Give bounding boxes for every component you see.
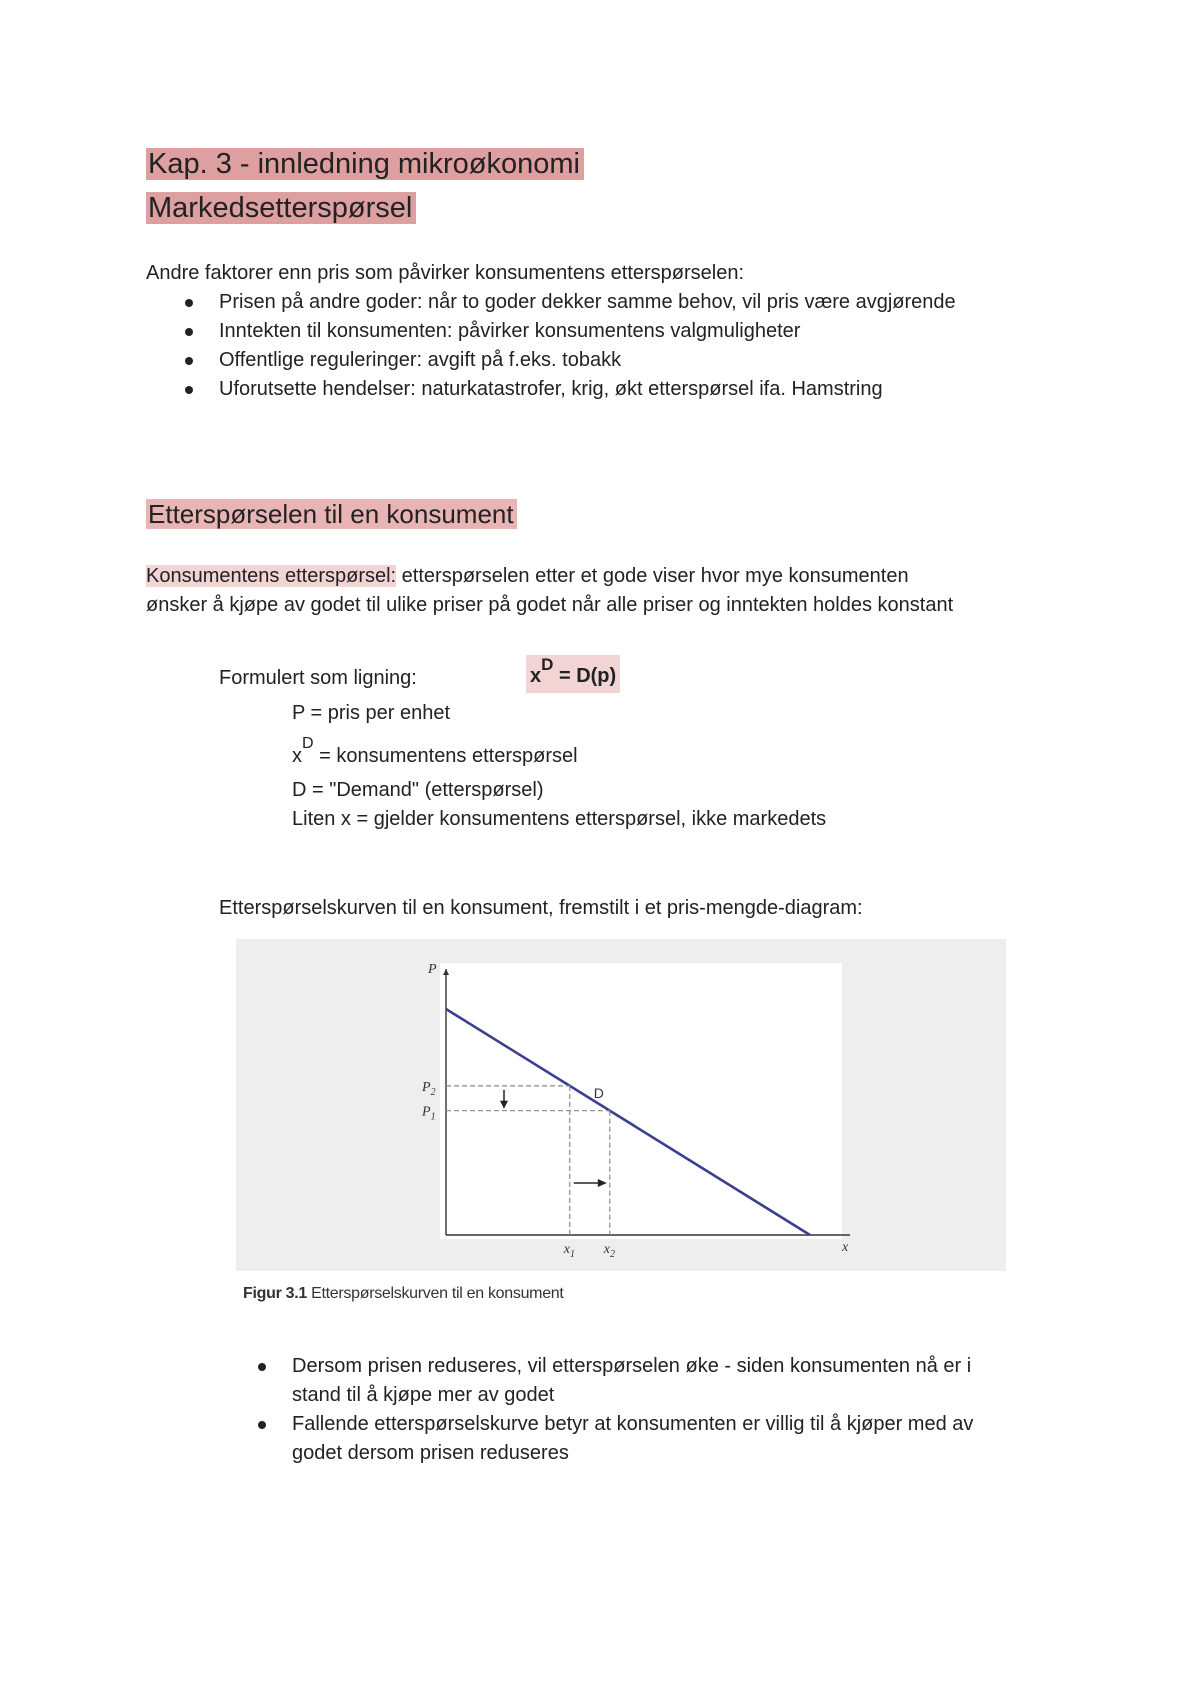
factor-list <box>219 288 956 404</box>
equation-label: Formulert som ligning: <box>219 667 417 689</box>
demand-figure <box>236 939 1006 1271</box>
x-tick-label: $x_2$ <box>603 1242 616 1260</box>
list-item: Inntekten til konsumenten: påvirker konsumentens valgmuligheter <box>219 317 956 346</box>
y-axis-label: P <box>428 962 437 977</box>
list-item: Fallende etterspørselskurve betyr at konsumenten er villig til å kjøper med av godet dersom prisen reduseres <box>292 1410 973 1468</box>
figure-intro: Etterspørselskurven til en konsument, fremstilt i et pris-mengde-diagram: <box>219 897 863 919</box>
subsection-heading: Etterspørselen til en konsument <box>146 496 517 532</box>
conclusion-list <box>292 1352 973 1468</box>
section-heading: Markedsetterspørsel <box>146 188 416 228</box>
demand-equation: xD = D(p) <box>526 655 620 693</box>
x-axis-label: x <box>842 1240 849 1255</box>
figure-caption: Figur 3.1 Etterspørselskurven til en konsument <box>243 1285 564 1302</box>
list-item: Prisen på andre goder: når to goder dekker samme behov, vil pris være avgjørende <box>219 288 956 317</box>
y-tick-label: $P_2$ <box>422 1079 436 1098</box>
definition-paragraph: Konsumentens etterspørsel: etterspørselen etter et gode viser hvor mye konsumenten ønsker å kjøpe av godet til ulike priser på godet når alle priser og inntekten holdes konstant <box>146 565 954 616</box>
variable-p: P = pris per enhet <box>292 702 451 724</box>
demand-chart <box>236 939 1006 1271</box>
variable-small-x: Liten x = gjelder konsumentens etterspørsel, ikke markedets <box>292 808 827 830</box>
list-item: Offentlige reguleringer: avgift på f.eks. tobakk <box>219 346 956 375</box>
variable-x: $x^D$ = konsumentens etterspørsel <box>292 735 578 767</box>
list-item: Uforutsette hendelser: naturkatastrofer, krig, økt etterspørsel ifa. Hamstring <box>219 375 956 404</box>
x-tick-label: $x_1$ <box>563 1242 575 1260</box>
variable-d: D = "Demand" (etterspørsel) <box>292 779 544 801</box>
curve-label: D <box>593 1084 604 1101</box>
definition-term: Konsumentens etterspørsel: <box>146 565 397 587</box>
chapter-heading: Kap. 3 - innledning mikroøkonomi <box>146 144 584 184</box>
intro-text: Andre faktorer enn pris som påvirker konsumentens etterspørselen: <box>146 262 745 284</box>
list-item: Dersom prisen reduseres, vil etterspørselen øke - siden konsumenten nå er i stand til å kjøpe mer av godet <box>292 1352 973 1410</box>
y-tick-label: $P_1$ <box>422 1104 436 1123</box>
